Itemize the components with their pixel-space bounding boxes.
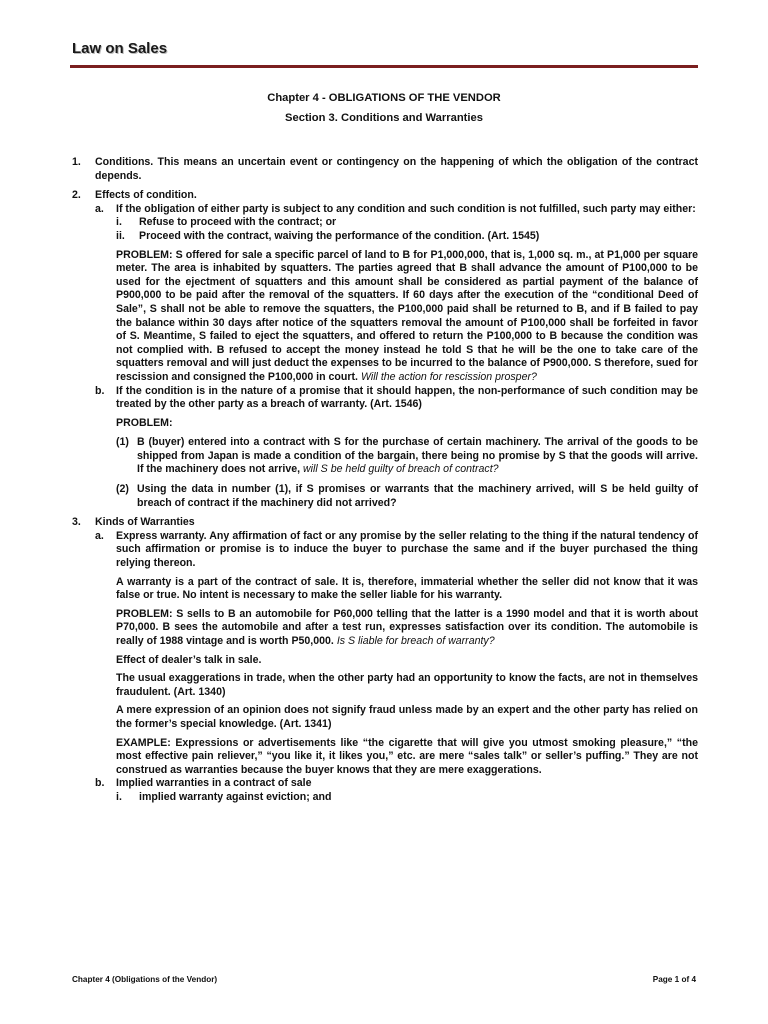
problem-label: PROBLEM: <box>116 416 173 429</box>
sub-item-mark: a. <box>95 529 104 542</box>
problem-item-text: Using the data in number (1), if S promises or warrants that the machinery arrived, will S be held guilty of breach of contract if the machinery did not arrived? <box>137 483 698 509</box>
sub-item-a <box>95 203 698 217</box>
problem-item-mark: (2) <box>116 483 129 496</box>
sub-item-a-i <box>95 216 698 230</box>
sub-item-implied-warranties <box>95 777 698 791</box>
item-number: 2. <box>72 189 81 202</box>
sub-item-mark: b. <box>95 777 105 790</box>
header-rule <box>70 65 698 68</box>
problem-item-2 <box>116 483 698 510</box>
item-number: 1. <box>72 156 81 168</box>
sub-item-implied-i <box>95 791 698 805</box>
sub-item-express-warranty <box>95 530 698 571</box>
problem-paragraph-1 <box>116 249 698 385</box>
problem-question: Is S liable for breach of warranty? <box>336 635 495 647</box>
exaggerations-paragraph: The usual exaggerations in trade, when the other party had an opportunity to know the facts, are not in themselves fraudulent. (Art. 1340) <box>116 672 698 698</box>
item-title: Effects of condition. <box>95 189 197 202</box>
problem-paragraph-2 <box>116 608 698 649</box>
footer-chapter: Chapter 4 (Obligations of the Vendor) <box>72 975 218 984</box>
item-title: Kinds of Warranties <box>95 516 195 529</box>
sub-item-mark: a. <box>95 202 104 215</box>
document-body <box>72 156 698 805</box>
sub-item-text: If the condition is in the nature of a promise that it should happen, the non-performance of such condition may be treated by the other party as a breach of warranty. (Art. 1546) <box>116 384 698 411</box>
dealers-talk-heading: Effect of dealer’s talk in sale. <box>116 653 262 666</box>
chapter-title: Chapter 4 - OBLIGATIONS OF THE VENDOR <box>267 92 501 104</box>
roman-mark: ii. <box>116 229 125 242</box>
roman-mark: i. <box>116 216 122 229</box>
example-paragraph: EXAMPLE: Expressions or advertisements like “the cigarette that will give you utmost smoking pleasure,” “the most effective pain reliever,” “you like it, it likes you,” etc. are mere “sales talk” or seller’s puffing.” They are not construed as warranties because the buyer knows that they are mere exaggerations. <box>116 736 698 776</box>
problem-item-mark: (1) <box>116 436 129 449</box>
opinion-paragraph: A mere expression of an opinion does not signify fraud unless made by an expert and the other party has relied on the former’s special knowledge. (Art. 1341) <box>116 704 698 730</box>
sub-item-mark: b. <box>95 384 105 397</box>
problem-item-1 <box>116 436 698 477</box>
sub-item-text: Implied warranties in a contract of sale <box>116 777 312 790</box>
list-item-effects <box>72 189 698 203</box>
item-text: Conditions. This means an uncertain event or contingency on the happening of which the obligation of the contract depends. <box>95 156 698 182</box>
section-title: Section 3. Conditions and Warranties <box>285 112 483 124</box>
item-number: 3. <box>72 516 81 529</box>
sub-item-b <box>95 385 698 412</box>
footer-page-number: Page 1 of 4 <box>652 975 696 984</box>
header-title: Law on Sales <box>72 40 168 57</box>
list-item-conditions <box>72 156 698 183</box>
sub-item-a-ii <box>95 230 698 244</box>
problem-item-question: will S be held guilty of breach of contract? <box>303 463 499 476</box>
sub-item-text: Express warranty. Any affirmation of fact or any promise by the seller relating to the thing if the natural tendency of such affirmation or promise is to induce the buyer to purchase the same and if the buyer purchased the thing relying thereon. <box>116 529 698 570</box>
list-item-kinds <box>72 516 698 530</box>
roman-text: Proceed with the contract, waiving the performance of the condition. (Art. 1545) <box>139 229 540 242</box>
sub-item-text: If the obligation of either party is subject to any condition and such condition is not fulfilled, such party may either: <box>116 202 696 215</box>
problem-question: Will the action for rescission prosper? <box>360 370 537 383</box>
roman-text: implied warranty against eviction; and <box>139 790 332 803</box>
problem-text: PROBLEM: S sells to B an automobile for P60,000 telling that the latter is a 1990 model and that it is worth about P70,000. B sees the automobile and after a test run, expresses satisfaction over its condition. The automobile is really of 1988 vintage and is worth P50,000. <box>116 607 698 647</box>
roman-mark: i. <box>116 790 122 803</box>
problem-text: PROBLEM: S offered for sale a specific parcel of land to B for P1,000,000, that is, 1,000 sq. m., at P1,000 per square meter. The area is inhabited by squatters. The parties agreed that B shall advance the amount of P100,000 to be used for the ejectment of squatters and this amount shall be considered as partial payment of the balance of P900,000 to be paid after the removal of the squatters. If 60 days after the execution of the “conditional Deed of Sale”, S shall not be able to remove the squatters, the P100,000 paid shall be returned to B, and if B failed to pay the balance within 30 days after notice of the squatters removal the amount of P100,000 shall be forfeited in favor of S. Meantime, S failed to eject the squatters, and offered to return the P100,000 to B because the condition was not complied with. B refused to accept the money instead he told S that he will be the one to take care of the squatters removal and will just deduct the expenses to be incurred to the balance of P900,000. S therefore, sued for rescission and consigned the P100,000 in court. <box>116 248 698 383</box>
roman-text: Refuse to proceed with the contract; or <box>139 216 337 229</box>
warranty-part-paragraph: A warranty is a part of the contract of sale. It is, therefore, immaterial whether the seller did not know that it was false or true. No intent is necessary to make the seller liable for his warranty. <box>116 575 698 602</box>
problem-item-text: B (buyer) entered into a contract with S for the purchase of certain machinery. The arrival of the goods to be shipped from Japan is made a condition of the bargain, there being no promise by S that the goods will arrive. If the machinery does not arrive, <box>137 436 698 476</box>
